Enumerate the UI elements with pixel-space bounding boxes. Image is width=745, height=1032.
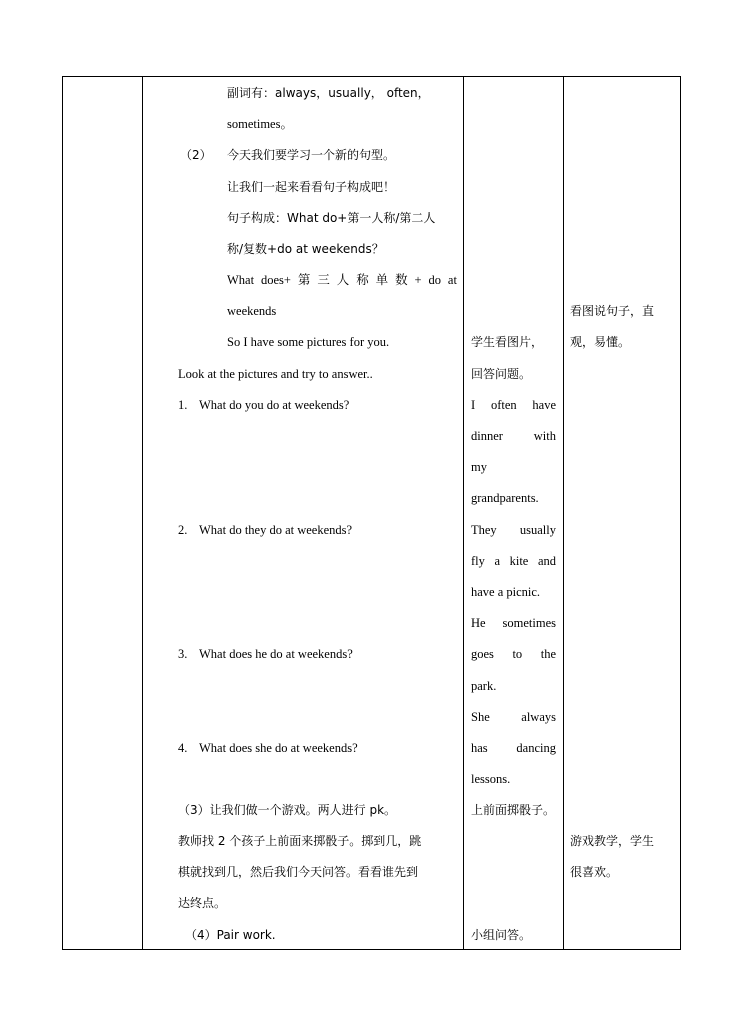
word: dinner: [471, 429, 503, 443]
purpose-1-line-2: 观，易懂。: [570, 335, 631, 349]
answer-3-line-2: [471, 647, 556, 661]
question-2-number: 2.: [178, 523, 188, 537]
table-border: [62, 76, 681, 950]
word: do: [428, 273, 441, 287]
game-line-3: 达终点。: [178, 896, 227, 910]
step-4-line: （4）Pair work.: [185, 928, 276, 942]
word: always: [521, 710, 556, 724]
question-4-number: 4.: [178, 741, 188, 755]
word: I: [471, 398, 476, 412]
adverbs-line-1: 副词有：always，usually， often，: [227, 86, 430, 100]
question-4-text: What does she do at weekends?: [199, 741, 358, 755]
question-3-text: What does he do at weekends?: [199, 647, 353, 661]
word: often: [490, 398, 517, 412]
student-look-line-2: 回答问题。: [471, 367, 532, 381]
look-line: Look at the pictures and try to answer..: [178, 367, 373, 381]
word: has: [471, 741, 488, 755]
structure-line-2: 称/复数+do at weekends？: [227, 242, 384, 256]
answer-2-line-3: have a picnic.: [471, 585, 541, 599]
word: goes: [471, 647, 494, 661]
word: sometimes: [502, 616, 556, 630]
column-divider-1: [142, 76, 143, 950]
column-divider-3: [563, 76, 564, 950]
question-1-number: 1.: [178, 398, 188, 412]
student-look-line-1: 学生看图片，: [471, 335, 544, 349]
word: usually: [519, 523, 556, 537]
answer-1-line-3: my: [471, 460, 487, 474]
word: She: [471, 710, 490, 724]
word: What: [227, 273, 255, 287]
structure-2-line-2: weekends: [227, 304, 277, 318]
answer-1-line-4: grandparents.: [471, 491, 539, 505]
answer-3-line-1: [471, 616, 556, 630]
word: fly: [471, 554, 485, 568]
word: 称: [356, 273, 369, 287]
word: 第: [297, 273, 311, 287]
answer-1-line-1: [471, 398, 556, 412]
word: They: [471, 523, 497, 537]
answer-3-line-3: park.: [471, 679, 497, 693]
word: 单: [375, 273, 389, 287]
adverbs-line-2: sometimes。: [227, 117, 293, 131]
word: 数: [395, 273, 408, 287]
step-2-number: （2）: [180, 148, 212, 162]
purpose-2-line-1: 游戏教学，学生: [570, 834, 655, 848]
answer-2-line-2: [471, 554, 556, 568]
game-line-2: 棋就找到几，然后我们今天问答。看看谁先到: [178, 865, 419, 879]
step-3-line: （3）让我们做一个游戏。两人进行 pk。: [178, 803, 397, 817]
column-divider-2: [463, 76, 464, 950]
pictures-line: So I have some pictures for you.: [227, 335, 390, 349]
word: 三: [317, 273, 330, 287]
step-2-lets: 让我们一起来看看句子构成吧！: [227, 180, 396, 194]
question-2-text: What do they do at weekends?: [199, 523, 353, 537]
word: a: [494, 554, 501, 568]
word: dancing: [516, 741, 556, 755]
question-3-number: 3.: [178, 647, 188, 661]
purpose-2-line-2: 很喜欢。: [570, 865, 619, 879]
word: at: [447, 273, 457, 287]
answer-1-line-2: [471, 429, 556, 443]
word: with: [533, 429, 556, 443]
student-dice: 上前面掷骰子。: [471, 803, 556, 817]
student-group: 小组问答。: [471, 928, 532, 942]
word: kite: [509, 554, 529, 568]
step-2-intro: 今天我们要学习一个新的句型。: [227, 148, 396, 162]
word: the: [540, 647, 556, 661]
answer-2-line-1: [471, 523, 556, 537]
word: does+: [261, 273, 291, 287]
word: and: [537, 554, 556, 568]
word: 人: [336, 273, 350, 287]
structure-line-1: 句子构成：What do+第一人称/第二人: [227, 211, 436, 225]
answer-4-line-3: lessons.: [471, 772, 511, 786]
game-line-1: 教师找 2 个孩子上前面来掷骰子。掷到几，跳: [178, 834, 422, 848]
answer-4-line-2: [471, 741, 556, 755]
question-1-text: What do you do at weekends?: [199, 398, 350, 412]
structure-2-line-1: [227, 273, 457, 287]
word: to: [512, 647, 523, 661]
answer-4-line-1: [471, 710, 556, 724]
purpose-1-line-1: 看图说句子，直: [570, 304, 655, 318]
word: have: [532, 398, 556, 412]
word: He: [471, 616, 486, 630]
word: +: [414, 273, 422, 287]
